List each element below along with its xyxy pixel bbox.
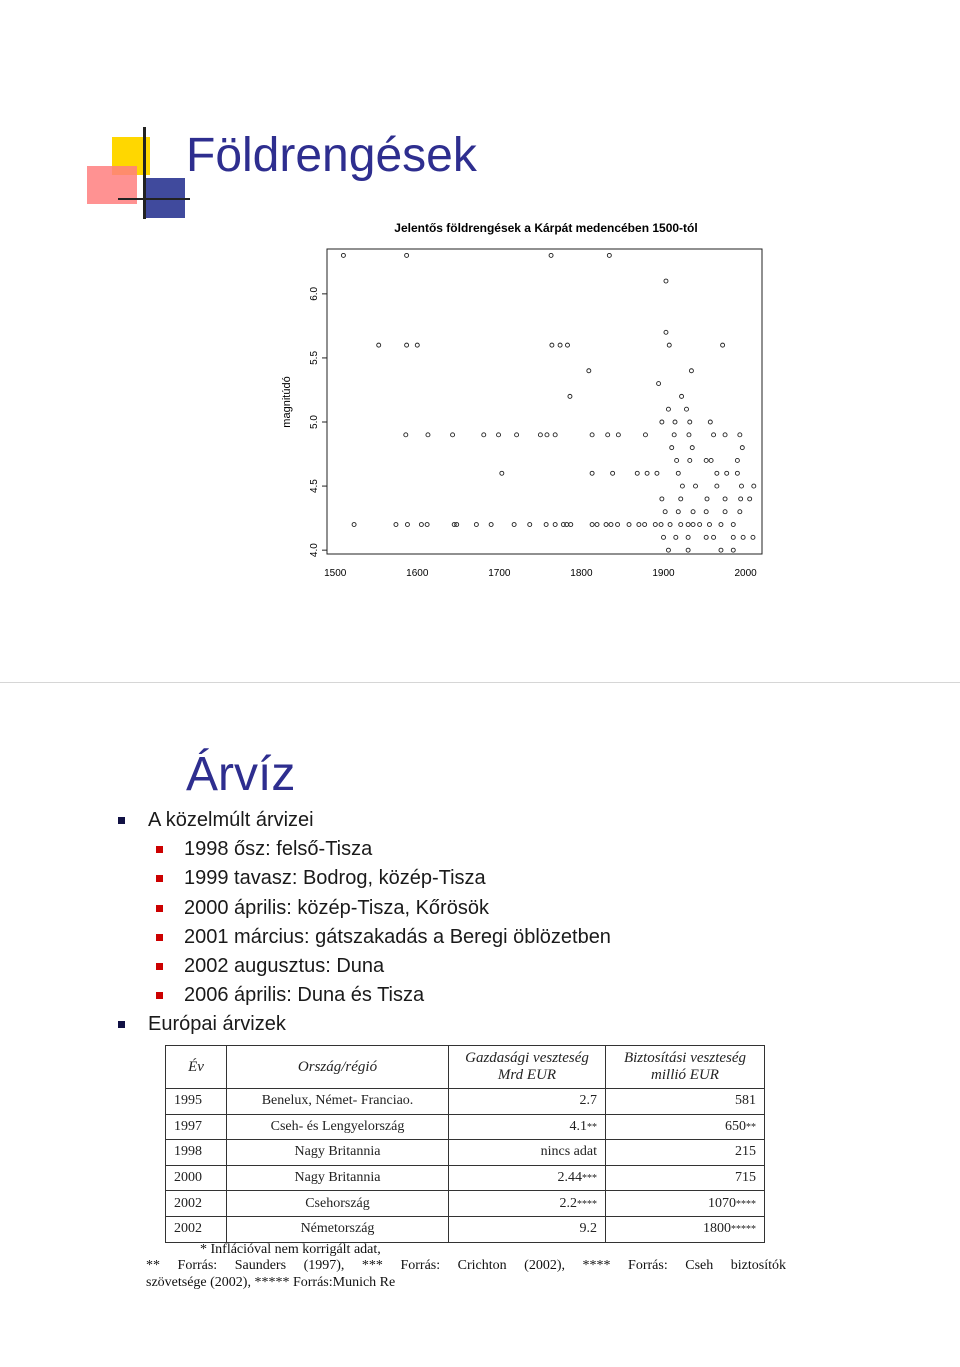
year-value: 1995 [174, 1093, 202, 1109]
year-value: 2002 [174, 1221, 202, 1237]
cell-insured-loss [606, 1114, 765, 1140]
data-point [512, 523, 516, 527]
header-economic-loss [449, 1046, 606, 1089]
data-point [405, 343, 409, 347]
country-value: Cseh- és Lengyelország [270, 1118, 405, 1134]
data-point [715, 471, 719, 475]
data-point [627, 523, 631, 527]
data-point [731, 523, 735, 527]
data-point [687, 433, 691, 437]
bullet-text: 2006 április: Duna és Tisza [184, 984, 425, 1007]
bullet-text: 2000 április: közép-Tisza, Kőrösök [184, 896, 489, 919]
bullet-list [118, 806, 611, 1040]
data-point [707, 523, 711, 527]
data-point [708, 420, 712, 424]
header-insured-line2: millió EUR [651, 1067, 719, 1083]
data-point [751, 535, 755, 539]
data-point [698, 523, 702, 527]
economic-footnote-mark: **** [577, 1198, 597, 1210]
data-point [664, 279, 668, 283]
data-point [660, 497, 664, 501]
cell-economic-loss [449, 1140, 606, 1166]
data-points [341, 253, 755, 552]
x-tick-label: 2000 [734, 568, 757, 579]
data-point [691, 510, 695, 514]
data-point [738, 510, 742, 514]
data-point [675, 458, 679, 462]
x-tick-label: 1600 [406, 568, 429, 579]
sub-bullet-item [118, 981, 611, 1010]
country-value: Csehország [305, 1195, 370, 1211]
data-point [739, 497, 743, 501]
data-point [565, 343, 569, 347]
data-point [404, 433, 408, 437]
data-point [704, 510, 708, 514]
data-point [645, 471, 649, 475]
data-point [426, 433, 430, 437]
data-point [653, 523, 657, 527]
y-tick-label: 6.0 [309, 286, 320, 301]
bullet-text: A közelmúlt árvizei [148, 809, 314, 831]
data-point [674, 535, 678, 539]
y-tick-label: 5.5 [309, 350, 320, 365]
footnote-3: szövetsége (2002), ***** Forrás:Munich Re [146, 1275, 396, 1290]
data-point [690, 446, 694, 450]
year-value: 2000 [174, 1170, 202, 1186]
deco-vertical-line [143, 127, 146, 219]
bullet-square-icon [156, 905, 163, 912]
cell-economic-loss [449, 1191, 606, 1217]
country-value: Németország [300, 1221, 375, 1237]
data-point [723, 433, 727, 437]
data-point [590, 471, 594, 475]
data-point [616, 433, 620, 437]
bullet-text: 1999 tavasz: Bodrog, közép-Tisza [184, 867, 486, 890]
slide-title: Földrengések [186, 129, 477, 182]
cell-insured-loss [606, 1191, 765, 1217]
cell-country [227, 1140, 449, 1166]
data-point [686, 535, 690, 539]
data-point [394, 523, 398, 527]
economic-value: 2.2 [559, 1195, 577, 1211]
data-point [549, 253, 553, 257]
economic-footnote-mark: ** [587, 1121, 597, 1133]
x-axis [324, 568, 757, 579]
economic-value: 2.7 [579, 1093, 597, 1109]
data-point [680, 394, 684, 398]
data-point [569, 523, 573, 527]
data-point [607, 253, 611, 257]
country-value: Benelux, Német- Franciao. [261, 1093, 414, 1109]
sub-bullet-item [118, 835, 611, 864]
data-point [688, 420, 692, 424]
data-point [515, 433, 519, 437]
economic-footnote-mark: *** [582, 1173, 597, 1185]
insured-value: 650 [725, 1118, 746, 1134]
data-point [474, 523, 478, 527]
x-tick-label: 1900 [652, 568, 675, 579]
data-point [455, 523, 459, 527]
data-point [668, 523, 672, 527]
header-insured-line1: Biztosítási veszteség [623, 1050, 747, 1066]
plot-area-frame [327, 249, 762, 554]
bullet-text: 2001 március: gátszakadás a Beregi öblözetben [184, 925, 611, 948]
data-point [352, 523, 356, 527]
data-point [637, 523, 641, 527]
chart-title: Jelentős földrengések a Kárpát medencében 1500-tól [394, 221, 698, 235]
cell-economic-loss [449, 1089, 606, 1115]
data-point [595, 523, 599, 527]
data-point [679, 523, 683, 527]
data-point [735, 471, 739, 475]
y-tick-label: 4.5 [309, 479, 320, 494]
cell-year [166, 1089, 227, 1115]
insured-footnote-mark: **** [736, 1198, 756, 1210]
data-point [680, 484, 684, 488]
insured-value: 715 [735, 1170, 756, 1186]
data-point [676, 510, 680, 514]
bullet-item [118, 806, 611, 835]
insured-value: 215 [735, 1144, 756, 1160]
bullet-square-icon [118, 817, 125, 824]
data-point [748, 497, 752, 501]
data-point [673, 420, 677, 424]
bullet-square-icon [156, 992, 163, 999]
country-value: Nagy Britannia [294, 1144, 381, 1160]
cell-insured-loss [606, 1216, 765, 1242]
data-point [611, 471, 615, 475]
header-insured-loss [606, 1046, 765, 1089]
data-point [425, 523, 429, 527]
data-point [704, 458, 708, 462]
header-country: Ország/régió [227, 1046, 449, 1089]
data-point [635, 471, 639, 475]
sub-bullet-item [118, 952, 611, 981]
data-point [739, 484, 743, 488]
data-point [528, 523, 532, 527]
sub-bullet-item [118, 923, 611, 952]
data-point [657, 382, 661, 386]
table-header-row [166, 1046, 765, 1089]
bullet-square-icon [156, 934, 163, 941]
cell-year [166, 1165, 227, 1191]
data-point [419, 523, 423, 527]
cell-year [166, 1114, 227, 1140]
bullet-square-icon [156, 875, 163, 882]
cell-year [166, 1216, 227, 1242]
bullet-square-icon [156, 846, 163, 853]
data-point [666, 548, 670, 552]
data-point [497, 433, 501, 437]
data-point [643, 433, 647, 437]
data-point [451, 433, 455, 437]
data-point [705, 497, 709, 501]
insured-value: 1070 [708, 1195, 736, 1211]
data-point [731, 535, 735, 539]
flood-loss-table [165, 1045, 765, 1243]
data-point [415, 343, 419, 347]
data-point [723, 510, 727, 514]
data-point [684, 407, 688, 411]
slide-earthquakes [0, 0, 960, 682]
data-point [709, 458, 713, 462]
earthquake-scatter-chart [270, 210, 770, 580]
data-point [740, 446, 744, 450]
country-value: Nagy Britannia [294, 1170, 381, 1186]
y-axis [309, 286, 327, 557]
data-point [482, 433, 486, 437]
year-value: 1998 [174, 1144, 202, 1160]
data-point [719, 548, 723, 552]
cell-year [166, 1140, 227, 1166]
data-point [655, 471, 659, 475]
year-value: 1997 [174, 1118, 202, 1134]
economic-value: nincs adat [540, 1144, 597, 1160]
data-point [712, 535, 716, 539]
data-point [666, 407, 670, 411]
table-row [166, 1089, 765, 1115]
cell-insured-loss [606, 1140, 765, 1166]
y-tick-label: 5.0 [309, 415, 320, 429]
data-point [538, 433, 542, 437]
cell-country [227, 1191, 449, 1217]
data-point [672, 433, 676, 437]
data-point [731, 548, 735, 552]
data-point [489, 523, 493, 527]
data-point [341, 253, 345, 257]
cell-insured-loss [606, 1089, 765, 1115]
insured-value: 1800 [703, 1221, 731, 1237]
data-point [712, 433, 716, 437]
data-point [664, 330, 668, 334]
footnote-1: * Inflációval nem korrigált adat, [200, 1242, 381, 1257]
data-point [550, 343, 554, 347]
data-point [719, 523, 723, 527]
bullet-text: 1998 ősz: felső-Tisza [184, 838, 373, 861]
economic-value: 2.44 [557, 1170, 582, 1186]
y-tick-label: 4.0 [309, 543, 320, 558]
cell-country [227, 1165, 449, 1191]
table-row [166, 1114, 765, 1140]
data-point [377, 343, 381, 347]
data-point [679, 497, 683, 501]
economic-value: 9.2 [579, 1221, 597, 1237]
x-tick-label: 1700 [488, 568, 511, 579]
data-point [670, 446, 674, 450]
data-point [704, 535, 708, 539]
table-row [166, 1191, 765, 1217]
data-point [686, 523, 690, 527]
data-point [553, 523, 557, 527]
bullet-square-icon [118, 1021, 125, 1028]
data-point [643, 523, 647, 527]
cell-economic-loss [449, 1165, 606, 1191]
y-axis-label: magnitúdó [281, 376, 293, 428]
data-point [688, 458, 692, 462]
data-point [738, 433, 742, 437]
data-point [660, 420, 664, 424]
bullet-text: Európai árvizek [148, 1013, 286, 1036]
data-point [741, 535, 745, 539]
slide-title: Árvíz [186, 748, 296, 801]
data-point [735, 458, 739, 462]
sub-bullet-item [118, 864, 611, 893]
header-year: Év [166, 1046, 227, 1089]
data-point [545, 433, 549, 437]
data-point [568, 394, 572, 398]
table-row [166, 1140, 765, 1166]
data-point [558, 343, 562, 347]
insured-footnote-mark: ***** [731, 1224, 756, 1236]
data-point [590, 523, 594, 527]
data-point [587, 369, 591, 373]
data-point [715, 484, 719, 488]
data-point [405, 523, 409, 527]
data-point [723, 497, 727, 501]
data-point [616, 523, 620, 527]
data-point [667, 343, 671, 347]
bullet-square-icon [156, 963, 163, 970]
data-point [604, 523, 608, 527]
insured-value: 581 [735, 1093, 756, 1109]
deco-horizontal-line [118, 198, 190, 200]
data-point [662, 535, 666, 539]
cell-country [227, 1114, 449, 1140]
data-point [694, 484, 698, 488]
cell-year [166, 1191, 227, 1217]
data-point [691, 523, 695, 527]
cell-country [227, 1216, 449, 1242]
x-tick-label: 1500 [324, 568, 347, 579]
data-point [405, 253, 409, 257]
data-point [500, 471, 504, 475]
header-economic-line1: Gazdasági veszteség [465, 1050, 589, 1066]
cell-economic-loss [449, 1216, 606, 1242]
table-row [166, 1216, 765, 1242]
data-point [544, 523, 548, 527]
data-point [606, 433, 610, 437]
data-point [663, 510, 667, 514]
data-point [590, 433, 594, 437]
cell-country [227, 1089, 449, 1115]
data-point [676, 471, 680, 475]
data-point [659, 523, 663, 527]
data-point [721, 343, 725, 347]
data-point [686, 548, 690, 552]
data-point [689, 369, 693, 373]
cell-insured-loss [606, 1165, 765, 1191]
insured-footnote-mark: ** [746, 1121, 756, 1133]
bullet-text: 2002 augusztus: Duna [184, 955, 385, 978]
economic-value: 4.1 [569, 1118, 587, 1134]
cell-economic-loss [449, 1114, 606, 1140]
data-point [752, 484, 756, 488]
header-economic-line2: Mrd EUR [497, 1067, 557, 1083]
bullet-item [118, 1010, 611, 1039]
year-value: 2002 [174, 1195, 202, 1211]
data-point [725, 471, 729, 475]
footnote-2: ** Forrás: Saunders (1997), *** Forrás: Crichton (2002), **** Forrás: Cseh biztosítók [146, 1258, 786, 1273]
data-point [609, 523, 613, 527]
sub-bullet-item [118, 894, 611, 923]
table-row [166, 1165, 765, 1191]
data-point [553, 433, 557, 437]
x-tick-label: 1800 [570, 568, 593, 579]
